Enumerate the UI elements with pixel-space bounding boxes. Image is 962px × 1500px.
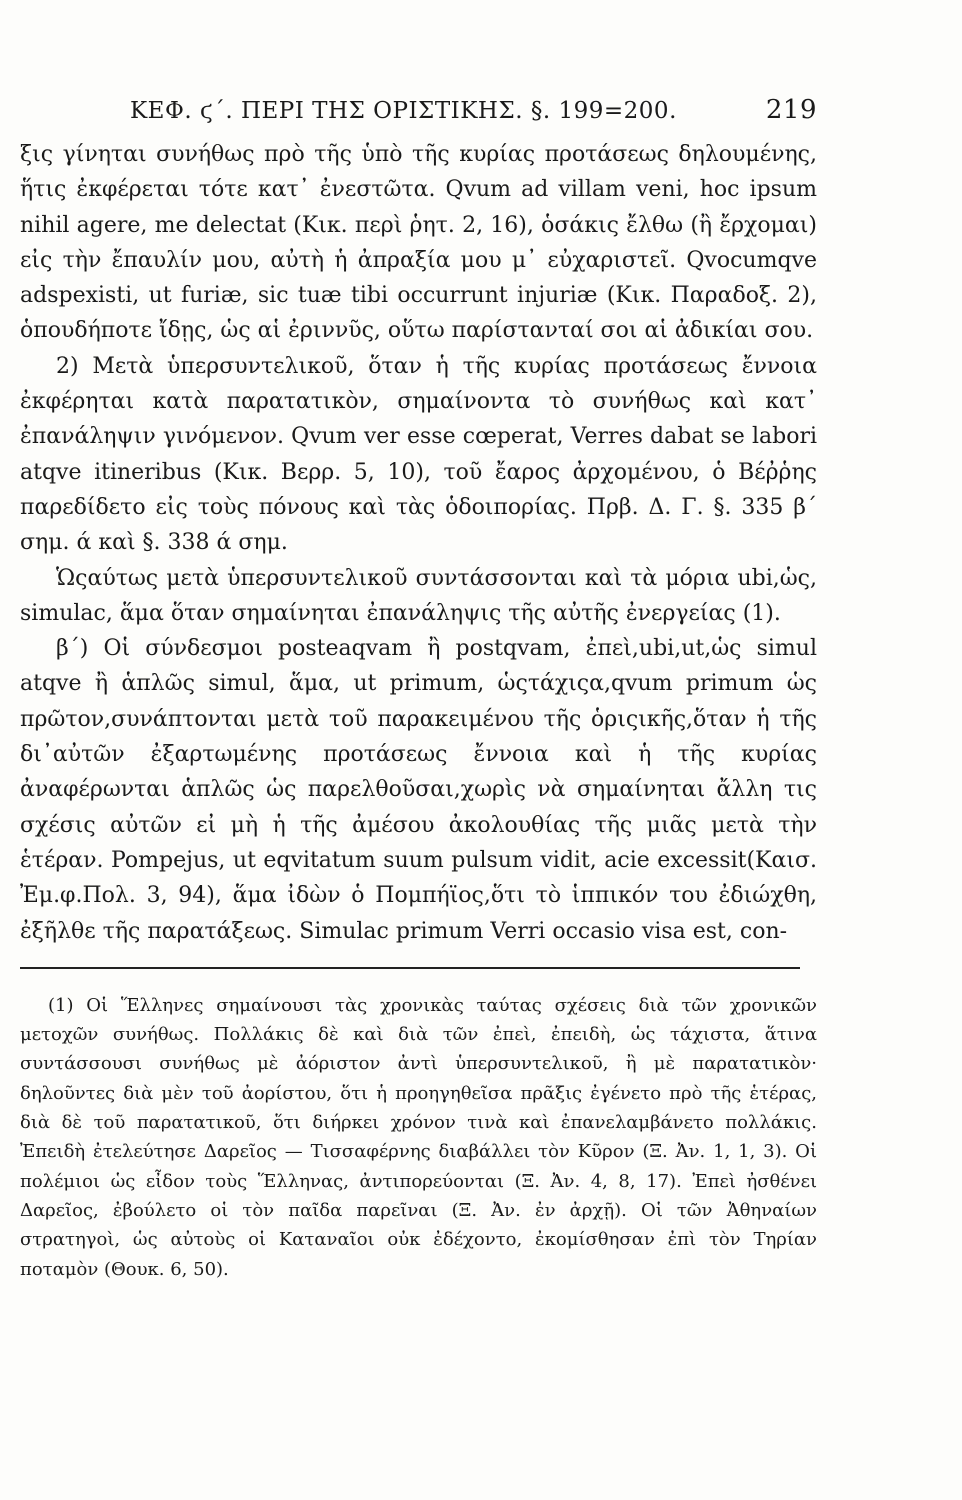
- paragraph-1: ξις γίνηται συνήθως πρὸ τῆς ὑπὸ τῆς κυρίας προτάσεως δηλουμένης, ἥτις ἐκφέρεται τότε κατ᾽ ἐνεστῶτα. Qvum ad villam veni, hoc ipsum nihil agere, me delectat (Κικ. περὶ ῥητ. 2, 16), ὁσάκις ἔλθω (ἢ ἔρχομαι) εἰς τὴν ἔπαυλίν μου, αὐτὴ ἡ ἀπραξία μου μ᾽ εὐχαριστεῖ. Qvocumqve adspexisti, ut furiæ, sic tuæ tibi occurrunt injuriæ (Κικ. Παραδοξ. 2), ὁπουδήποτε ἴδῃς, ὡς αἱ ἐριννῦς, οὕτω παρίστανταί σοι αἱ ἀδικίαι σου.: [20, 142, 817, 344]
- running-header: [20, 95, 817, 125]
- paragraph-2: 2) Μετὰ ὑπερσυντελικοῦ, ὅταν ἡ τῆς κυρίας προτάσεως ἔννοια ἐκφέρηται κατὰ παρατατικὸν, σημαίνοντα τὸ συνήθως καὶ κατ᾽ ἐπανάληψιν γινόμενον. Qvum ver esse cœperat, Verres dabat se labori atqve itineribus (Κικ. Βερρ. 5, 10), τοῦ ἔαρος ἀρχομένου, ὁ Βέῤῥης παρεδίδετο εἰς τοὺς πόνους καὶ τὰς ὁδοιπορίας. Πρβ. Δ. Γ. §. 335 β΄ σημ. ά καὶ §. 338 ά σημ.: [20, 353, 817, 556]
- footnotes: [20, 991, 817, 1284]
- main-text: [20, 137, 817, 949]
- footnote-rule: [20, 967, 800, 969]
- footnote-1: (1) Οἱ Ἕλληνες σημαίνουσι τὰς χρονικὰς ταύτας σχέσεις διὰ τῶν χρονικῶν μετοχῶν συνήθως. Πολλάκις δὲ καὶ διὰ τῶν ἐπεὶ, ἐπειδὴ, ὡς τάχιστα, ἅτινα συντάσσουσι συνήθως μὲ ἀόριστον ἀντὶ ὑπερσυντελικοῦ, ἢ μὲ παρατατικὸν· δηλοῦντες διὰ μὲν τοῦ ἀορίστου, ὅτι ἡ προηγηθεῖσα πρᾶξις ἐγένετο πρὸ τῆς ἑτέρας, διὰ δὲ τοῦ παρατατικοῦ, ὅτι διήρκει χρόνον τινὰ καὶ ἐπανελαμβάνετο πολλάκις. Ἐπειδὴ ἐτελεύτησε Δαρεῖος — Τισσαφέρνης διαβάλλει τὸν Κῦρον (Ξ. Ἀν. 1, 1, 3). Οἱ πολέμιοι ὡς εἶδον τοὺς Ἕλληνας, ἀντιπορεύονται (Ξ. Ἀν. 4, 8, 17). Ἐπεὶ ἠσθένει Δαρεῖος, ἐβούλετο οἱ τὸν παῖδα παρεῖναι (Ξ. Ἀν. ἐν ἀρχῇ). Οἱ τῶν Ἀθηναίων στρατηγοὶ, ὡς αὐτοὺς οἱ Καταναῖοι οὐκ ἐδέχοντο, ἐκομίσθησαν ἐπὶ τὸν Τηρίαν ποταμὸν (Θουκ. 6, 50).: [20, 994, 817, 1280]
- running-title: ΚΕΦ. ϛ΄. ΠΕΡΙ ΤΗΣ ΟΡΙΣΤΙΚΗΣ. §. 199=200.: [130, 98, 677, 124]
- paragraph-3: Ὡςαύτως μετὰ ὑπερσυντελικοῦ συντάσσονται καὶ τὰ μόρια ubi,ὡς, simulac, ἅμα ὅταν σημαίνηται ἐπανάληψις τῆς αὐτῆς ἐνεργείας (1).: [20, 565, 817, 626]
- page-number: 219: [765, 95, 817, 125]
- paragraph-4: β΄) Οἱ σύνδεσμοι posteaqvam ἢ postqvam, ἐπεὶ,ubi,ut,ὡς simul atqve ἢ ἁπλῶς simul, ἅμα, ut primum, ὡςτάχιςα,qvum primum ὡς πρῶτον,συνάπτονται μετὰ τοῦ παρακειμένου τῆς ὁριςικῆς,ὅταν ἡ τῆς δι᾽αὐτῶν ἐξαρτωμένης προτάσεως ἔννοια καὶ ἡ τῆς κυρίας ἀναφέρωνται ἁπλῶς ὡς παρελθοῦσαι,χωρὶς νὰ σημαίνηται ἄλλη τις σχέσις αὐτῶν εἰ μὴ ἡ τῆς ἀμέσου ἀκολουθίας τῆς μιᾶς μετὰ τὴν ἑτέραν. Pompejus, ut eqvitatum suum pulsum vidit, acie excessit(Καισ. Ἐμ.φ.Πολ. 3, 94), ἅμα ἰδὼν ὁ Πομπήϊος,ὅτι τὸ ἱππικόν του ἐδιώχθη, ἐξῆλθε τῆς παρατάξεως. Simulac primum Verri occasio visa est, con-: [20, 636, 817, 944]
